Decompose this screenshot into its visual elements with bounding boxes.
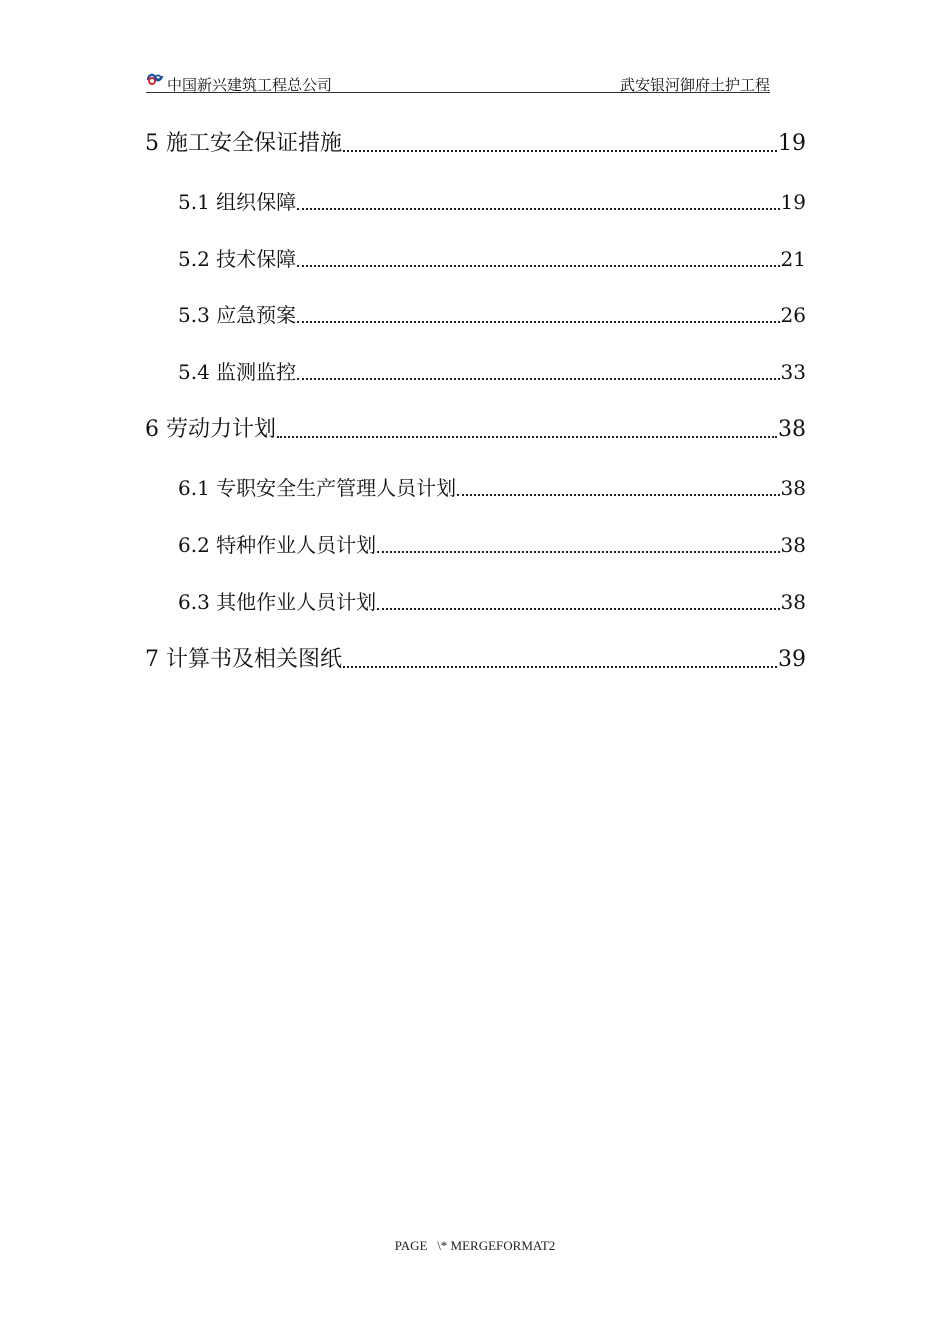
toc-entry[interactable]: [178, 529, 806, 558]
toc-entry-title: 6.3 其他作业人员计划: [178, 590, 377, 614]
toc-dot-leader: [297, 378, 779, 380]
toc-entry[interactable]: [178, 186, 806, 215]
toc-entry[interactable]: [145, 412, 806, 443]
toc-entry-title: 6.2 特种作业人员计划: [178, 533, 377, 557]
toc-entry[interactable]: [145, 642, 806, 673]
toc-dot-leader: [277, 436, 777, 438]
toc-entry-page: 38: [778, 417, 806, 442]
toc-entry-page: 38: [780, 533, 806, 557]
toc-dot-leader: [297, 265, 779, 267]
toc-entry-title: 6.1 专职安全生产管理人员计划: [178, 476, 457, 500]
toc-entry-title: 7 计算书及相关图纸: [145, 647, 342, 672]
toc-entry-page: 26: [780, 303, 806, 327]
toc-entry[interactable]: [145, 126, 806, 157]
toc-dot-leader: [343, 150, 777, 152]
toc-dot-leader: [297, 321, 779, 323]
toc-dot-leader: [343, 666, 777, 668]
toc-dot-leader: [297, 208, 779, 210]
toc-entry[interactable]: [178, 243, 806, 272]
toc-dot-leader: [377, 551, 779, 553]
company-name: 中国新兴建筑工程总公司: [167, 76, 333, 94]
toc-entry-page: 38: [780, 476, 806, 500]
toc-entry-title: 5.2 技术保障: [178, 247, 297, 271]
toc-entry[interactable]: [178, 472, 806, 501]
toc-dot-leader: [457, 494, 779, 496]
toc-entry-title: 5 施工安全保证措施: [145, 131, 342, 156]
company-logo-icon: [146, 71, 164, 87]
toc-entry-page: 33: [780, 360, 806, 384]
toc-entry-title: 5.4 监测监控: [178, 360, 297, 384]
page-header: [146, 70, 770, 93]
toc-entry-title: 5.1 组织保障: [178, 190, 297, 214]
toc-entry-page: 19: [778, 131, 806, 156]
page-footer: PAGE \* MERGEFORMAT2: [394, 1238, 556, 1253]
toc-entry-page: 19: [780, 190, 806, 214]
toc-entry[interactable]: [178, 356, 806, 385]
toc-entry-page: 38: [780, 590, 806, 614]
toc-entry-page: 21: [780, 247, 806, 271]
toc-entry-title: 6 劳动力计划: [145, 417, 276, 442]
toc-entry[interactable]: [178, 299, 806, 328]
toc-entry[interactable]: [178, 586, 806, 615]
project-name: 武安银河御府土护工程: [619, 76, 770, 94]
toc-dot-leader: [377, 608, 779, 610]
toc-entry-page: 39: [778, 647, 806, 672]
toc-entry-title: 5.3 应急预案: [178, 303, 297, 327]
